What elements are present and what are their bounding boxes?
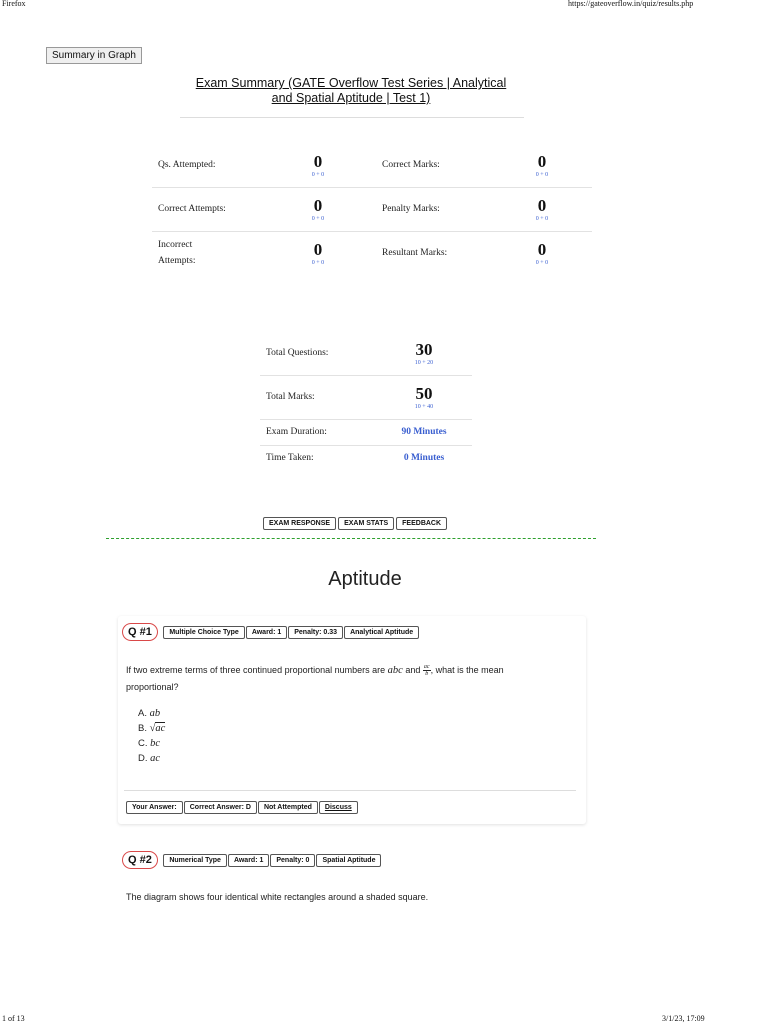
penalty-marks-label: Penalty Marks: bbox=[368, 187, 492, 231]
q1-option-c-math: bc bbox=[150, 738, 161, 749]
sqrt-sign-icon: √ bbox=[149, 723, 156, 734]
not-attempted-button: Not Attempted bbox=[258, 801, 318, 814]
correct-marks-breakdown: 0 + 0 bbox=[535, 171, 549, 178]
q2-type-tag: Numerical Type bbox=[163, 854, 227, 867]
qs-attempted-breakdown: 0 + 0 bbox=[311, 171, 325, 178]
q1-math-abc: abc bbox=[387, 665, 403, 676]
total-marks-value: 50 bbox=[415, 384, 433, 403]
exam-duration-value: 90 Minutes bbox=[376, 419, 472, 445]
q1-option-a-label: A. bbox=[138, 708, 147, 719]
resultant-marks-cell bbox=[492, 231, 592, 275]
q1-penalty-tag: Penalty: 0.33 bbox=[288, 626, 343, 639]
summary-stats-table bbox=[152, 143, 592, 275]
correct-attempts-label: Correct Attempts: bbox=[152, 187, 268, 231]
q1-question-text bbox=[126, 662, 576, 696]
exam-stats-button[interactable]: EXAM STATS bbox=[338, 517, 394, 530]
q2-topic-tag: Spatial Aptitude bbox=[316, 854, 381, 867]
resultant-marks-label: Resultant Marks: bbox=[382, 248, 448, 259]
q2-header bbox=[122, 851, 381, 869]
correct-marks-label: Correct Marks: bbox=[368, 143, 492, 187]
q1-header bbox=[122, 623, 419, 641]
total-questions-value: 30 bbox=[415, 339, 433, 359]
q1-option-d-label: D. bbox=[138, 753, 148, 764]
q1-option-d-math: ac bbox=[150, 753, 161, 764]
q1-option-a-math: ab bbox=[149, 708, 161, 719]
section-button-bar bbox=[263, 512, 449, 530]
correct-attempts-breakdown: 0 + 0 bbox=[311, 216, 325, 222]
correct-attempts-cell bbox=[268, 187, 368, 231]
incorrect-attempts-label bbox=[152, 231, 268, 275]
q1-option-b-sqrt bbox=[150, 722, 166, 734]
qs-attempted-cell bbox=[268, 143, 368, 187]
page-title-line1: Exam Summary (GATE Overflow Test Series | Analytical bbox=[195, 76, 507, 90]
print-header-url: https://gateoverflow.in/quiz/results.php bbox=[568, 0, 694, 8]
exam-duration-label: Exam Duration: bbox=[260, 419, 376, 445]
page-title[interactable] bbox=[178, 76, 524, 106]
total-questions-label: Total Questions: bbox=[260, 331, 376, 375]
incorrect-attempts-breakdown: 0 + 0 bbox=[311, 260, 325, 267]
q1-option-c bbox=[138, 736, 165, 751]
q2-award-tag: Award: 1 bbox=[228, 854, 269, 867]
correct-marks-cell bbox=[492, 143, 592, 187]
discuss-button[interactable]: Discuss bbox=[319, 801, 358, 814]
time-taken-label: Time Taken: bbox=[266, 453, 314, 463]
resultant-marks-breakdown: 0 + 0 bbox=[535, 260, 549, 267]
total-marks-breakdown: 10 + 40 bbox=[414, 404, 434, 410]
incorrect-attempts-label-line1: Incorrect bbox=[158, 240, 193, 251]
print-footer-datetime: 3/1/23, 17:09 bbox=[662, 1014, 705, 1023]
q1-fraction-denominator: b bbox=[425, 671, 429, 678]
q1-text-part2: , what is the mean bbox=[430, 665, 504, 675]
q1-text-and: and bbox=[405, 665, 421, 675]
q1-option-b-label: B. bbox=[138, 723, 147, 734]
q1-fraction bbox=[423, 664, 431, 677]
q1-options bbox=[138, 706, 165, 766]
q1-answer-bar bbox=[126, 796, 359, 814]
total-marks-label: Total Marks: bbox=[260, 375, 376, 419]
correct-marks-value: 0 bbox=[537, 151, 547, 171]
your-answer-button: Your Answer: bbox=[126, 801, 183, 814]
page-title-line2: and Spatial Aptitude | Test 1) bbox=[271, 91, 431, 105]
penalty-marks-cell bbox=[492, 187, 592, 231]
q1-number-badge[interactable]: Q #1 bbox=[122, 623, 158, 641]
q1-option-c-label: C. bbox=[138, 738, 148, 749]
penalty-marks-value: 0 bbox=[537, 196, 547, 215]
incorrect-attempts-label-line2: Attempts: bbox=[158, 256, 196, 267]
question-card-1 bbox=[118, 616, 586, 824]
penalty-marks-breakdown: 0 + 0 bbox=[535, 216, 549, 222]
q2-number-badge[interactable]: Q #2 bbox=[122, 851, 158, 869]
feedback-button[interactable]: FEEDBACK bbox=[396, 517, 447, 530]
exam-response-button[interactable]: EXAM RESPONSE bbox=[263, 517, 336, 530]
q1-fraction-numerator: ac bbox=[423, 664, 430, 671]
time-taken-value: 0 Minutes bbox=[403, 453, 445, 463]
resultant-marks-value: 0 bbox=[537, 240, 547, 260]
q1-award-tag: Award: 1 bbox=[246, 626, 287, 639]
q1-topic-tag: Analytical Aptitude bbox=[344, 626, 419, 639]
qs-attempted-value: 0 bbox=[313, 151, 323, 171]
total-questions-cell bbox=[376, 331, 472, 375]
q1-option-d bbox=[138, 751, 165, 766]
print-header-left: Firefox bbox=[2, 0, 26, 8]
total-marks-cell bbox=[376, 375, 472, 419]
q1-text-line2: proportional? bbox=[126, 682, 179, 692]
section-title: Aptitude bbox=[328, 568, 402, 590]
q1-option-a bbox=[138, 706, 165, 721]
correct-answer-button: Correct Answer: D bbox=[184, 801, 257, 814]
qs-attempted-label: Qs. Attempted: bbox=[152, 143, 268, 187]
total-questions-breakdown: 10 + 20 bbox=[414, 359, 434, 366]
totals-table bbox=[260, 331, 472, 471]
q1-text-part1: If two extreme terms of three continued proportional numbers are bbox=[126, 665, 386, 675]
incorrect-attempts-value: 0 bbox=[313, 240, 323, 260]
q1-option-b bbox=[138, 721, 165, 736]
q1-answer-divider bbox=[124, 790, 576, 791]
summary-in-graph-button[interactable]: Summary in Graph bbox=[46, 47, 142, 64]
q1-option-b-math: ac bbox=[155, 723, 166, 734]
title-divider bbox=[180, 117, 524, 118]
print-footer-page: 1 of 13 bbox=[2, 1014, 25, 1023]
section-divider bbox=[106, 538, 596, 539]
q1-type-tag: Multiple Choice Type bbox=[163, 626, 245, 639]
incorrect-attempts-cell bbox=[268, 231, 368, 275]
q2-penalty-tag: Penalty: 0 bbox=[270, 854, 315, 867]
q2-question-text: The diagram shows four identical white rectangles around a shaded square. bbox=[126, 892, 429, 902]
correct-attempts-value: 0 bbox=[313, 196, 323, 215]
